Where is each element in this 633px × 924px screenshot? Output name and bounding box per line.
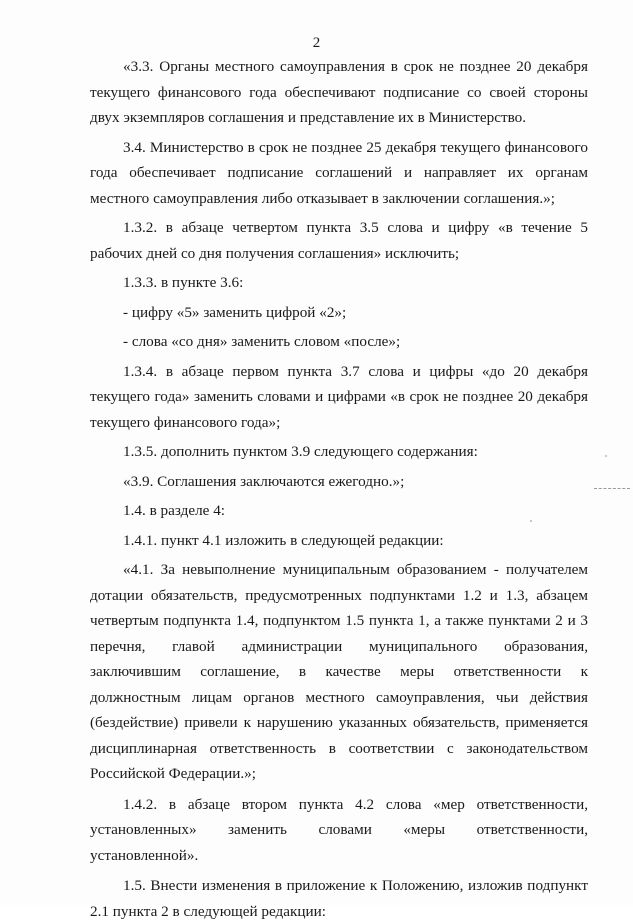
paragraph-1-3-5: 1.3.5. дополнить пунктом 3.9 следующего содержания: bbox=[123, 443, 478, 460]
paragraph-3-4: 3.4. Министерство в срок не позднее 25 декабря текущего финансового года обеспечивает подписание соглашений и направляет их органам местного самоуправления либо отказывает в заключении соглашения.»; bbox=[90, 138, 588, 207]
paragraph-1-3-4: 1.3.4. в абзаце первом пункта 3.7 слова и цифры «до 20 декабря текущего года» заменить словами и цифрами «в срок не позднее 20 декабря текущего финансового года»; bbox=[90, 362, 588, 431]
paragraph-3-9: «3.9. Соглашения заключаются ежегодно.»; bbox=[123, 472, 405, 490]
list-item-words-replace: - слова «со дня» заменить словом «после»; bbox=[123, 333, 401, 350]
page-number: 2 bbox=[312, 35, 321, 51]
scan-speck bbox=[605, 455, 607, 457]
paragraph-1-3-3: 1.3.3. в пункте 3.6: bbox=[123, 274, 244, 291]
scan-speck bbox=[530, 520, 532, 522]
paragraph-1-4: 1.4. в разделе 4: bbox=[123, 502, 226, 519]
list-item-digit-replace: - цифру «5» заменить цифрой «2»; bbox=[123, 303, 347, 321]
scan-margin-mark bbox=[594, 488, 630, 489]
document-body bbox=[90, 54, 588, 924]
paragraph-1-4-1: 1.4.1. пункт 4.1 изложить в следующей редакции: bbox=[123, 531, 444, 549]
paragraph-1-4-2: 1.4.2. в абзаце втором пункта 4.2 слова «мер ответственности, установленных» заменить словами «меры ответственности, установленной». bbox=[90, 795, 588, 864]
paragraph-3-3: «3.3. Органы местного самоуправления в срок не позднее 20 декабря текущего финансового года обеспечивают подписание со своей стороны двух экземпляров соглашения и представление их в Министерство. bbox=[90, 58, 588, 126]
paragraph-4-1: «4.1. За невыполнение муниципальным образованием - получателем дотации обязательств, предусмотренных подпунктами 1.2 и 1.3, абзацем четвертым подпункта 1.4, подпунктом 1.5 пункта 1, а также пунктами 2 и 3 перечня, главой администрации муниципального образования, заключившим соглашение, в качестве меры ответственности к должностным лицам органов местного самоуправления, чьи действия (бездействие) привели к нарушению указанных обязательств, применяется дисциплинарная ответственность в соответствии с законодательством Российской Федерации.»; bbox=[90, 561, 588, 782]
paragraph-1-5: 1.5. Внести изменения в приложение к Положению, изложив подпункт 2.1 пункта 2 в следующей редакции: bbox=[90, 877, 588, 920]
paragraph-1-3-2: 1.3.2. в абзаце четвертом пункта 3.5 слова и цифру «в течение 5 рабочих дней со дня получения соглашения» исключить; bbox=[90, 219, 588, 262]
